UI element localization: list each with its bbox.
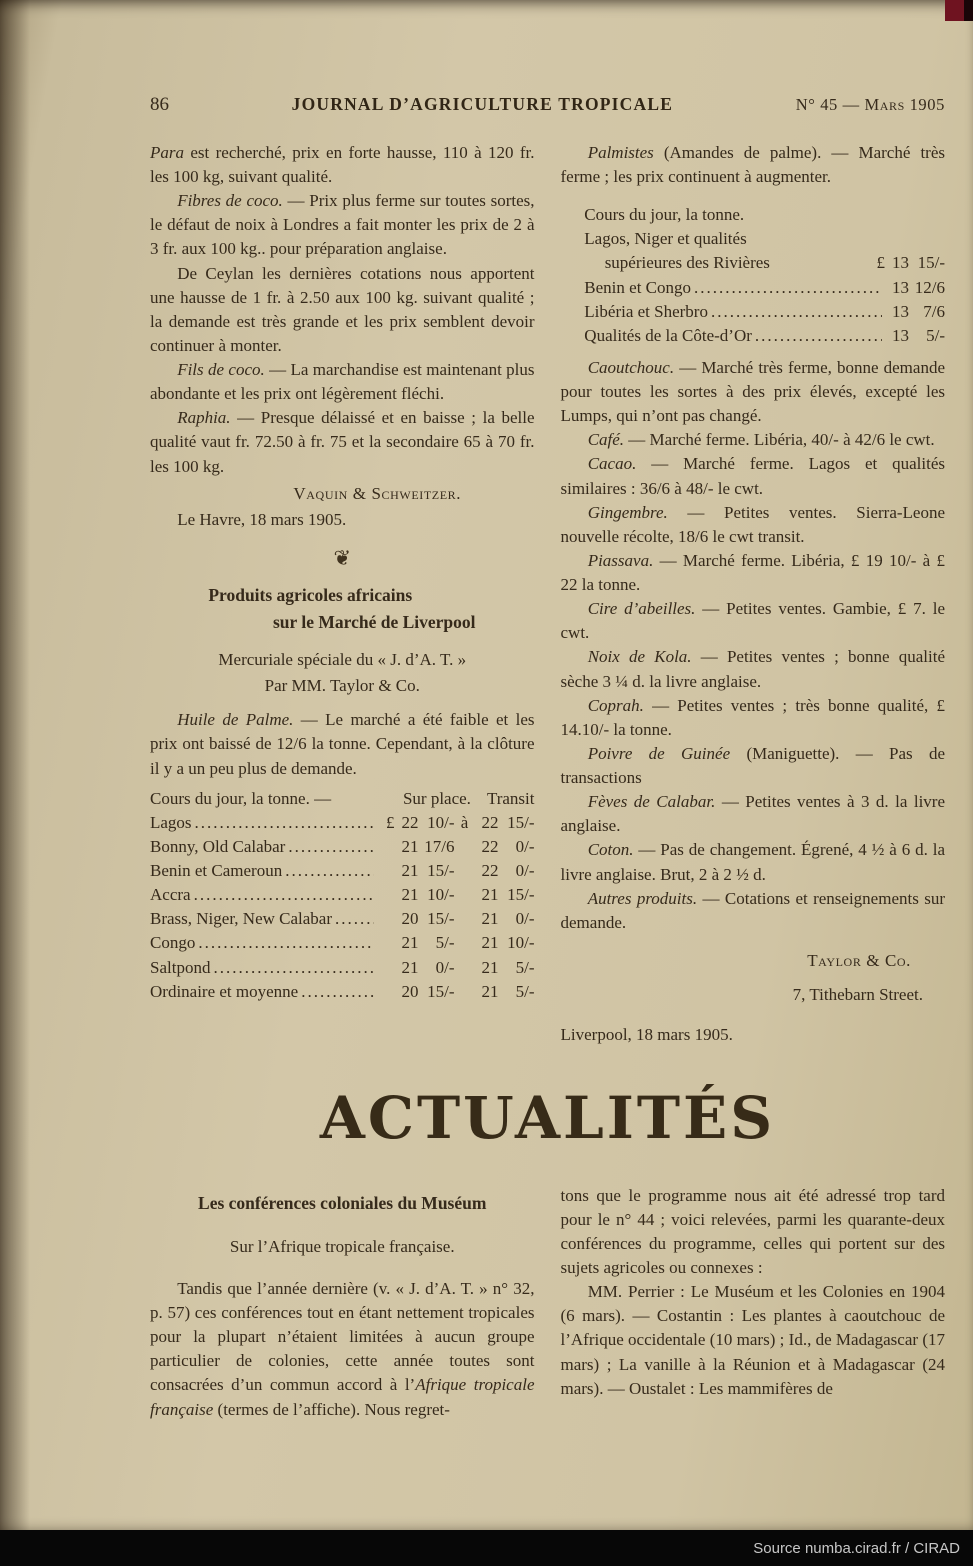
product-term: Piassava. xyxy=(587,550,654,570)
heading-line-1: Produits agricoles africains xyxy=(208,584,413,605)
paragraph-gingembre xyxy=(561,501,946,549)
page-content xyxy=(150,92,945,1422)
paragraph-coprah xyxy=(561,694,946,742)
paragraph-noix-de-kola xyxy=(561,645,946,693)
paragraph-text: (Maniguette). — Pas de transactions xyxy=(560,743,946,788)
price-shillings: 15/- xyxy=(507,812,535,832)
row-label-line2: supérieures des Rivières xyxy=(604,253,770,273)
price-shillings: 5/- xyxy=(926,325,945,345)
column-left-top xyxy=(150,141,535,1004)
paragraph-cire-abeilles xyxy=(561,597,946,645)
product-term: Gingembre. xyxy=(587,502,668,522)
price-shillings: 5/- xyxy=(515,981,535,1001)
row-label: Benin et Cameroun xyxy=(150,861,283,881)
corner-binding-mark xyxy=(945,0,973,21)
dot-leader xyxy=(213,956,373,980)
dot-leader xyxy=(198,931,373,955)
row-label-line1: Lagos, Niger et qualités xyxy=(584,229,747,249)
price-shillings: 0/- xyxy=(515,836,535,856)
paragraph-autres-produits xyxy=(561,887,946,935)
product-term: Poivre de Guinée xyxy=(587,743,731,763)
price-shillings: 15/- xyxy=(427,909,455,929)
product-term: Raphia. xyxy=(177,408,231,428)
mercuriale-author: Par MM. Taylor & Co. xyxy=(264,676,420,696)
price-shillings: 0/- xyxy=(515,909,535,929)
price-pounds: 20 xyxy=(401,909,419,929)
paragraph-raphia xyxy=(150,406,535,478)
paragraph-text: (termes de l’affiche). Nous regret- xyxy=(217,1399,450,1419)
price-shillings: 7/6 xyxy=(923,301,945,321)
price-shillings: 12/6 xyxy=(914,277,945,297)
price-pounds: 21 xyxy=(481,885,499,905)
row-label: Congo xyxy=(150,933,196,953)
product-term: Para xyxy=(150,142,184,162)
paragraph-text: (Amandes de palme). — Marché très ferme ; les prix continuent à augmenter. xyxy=(560,142,945,187)
price-pounds: 21 xyxy=(401,861,419,881)
heading-line-2: sur le Marché de Liverpool xyxy=(272,611,476,632)
article-paragraph-1 xyxy=(150,1277,535,1422)
journal-title: JOURNAL D’AGRICULTURE TROPICALE xyxy=(291,94,674,114)
price-pounds: 21 xyxy=(401,933,419,953)
price-shillings: 15/- xyxy=(427,981,455,1001)
paragraph-text: — Petites ventes ; très bonne qualité, £ 14.10/- la tonne. xyxy=(560,695,945,739)
page-header xyxy=(150,92,945,119)
section-heading-liverpool xyxy=(150,582,535,636)
page-number: 86 xyxy=(150,94,169,115)
paragraph-cacao xyxy=(561,452,946,500)
dot-leader xyxy=(285,859,373,883)
currency: £ xyxy=(876,253,885,273)
product-term: Caoutchouc. xyxy=(587,357,675,377)
article-paragraph-2: tons que le programme nous ait été adressé trop tard pour le n° 44 ; voici relevées, parmi les quarante-deux conférences du programme, celles qui portent sur des sujets agricoles ou connexes : xyxy=(560,1185,945,1278)
paragraph-ceylan: De Ceylan les dernières cotations nous apportent une hausse de 1 fr. à 2.50 aux 100 kg. suivant qualité ; la demande est très grande et les prix semblent devoir continuer à monter. xyxy=(150,263,535,355)
price-pounds: 21 xyxy=(481,933,499,953)
paragraph-coton xyxy=(561,838,946,886)
price-row xyxy=(561,300,946,324)
top-columns xyxy=(150,141,945,1047)
paragraph-text: — Pas de changement. Égrené, 4 ½ à 6 d. la livre anglaise. Brut, 2 à 2 ½ d. xyxy=(560,840,945,884)
price-row xyxy=(150,811,535,835)
price-shillings: 10/- xyxy=(427,812,455,832)
paragraph-feves-de-calabar xyxy=(561,790,946,838)
product-term: Fèves de Calabar. xyxy=(587,792,716,812)
paragraph-text: Tandis que l’année dernière (v. « J. d’A. T. » n° 32, p. 57) ces conférences tout en étant nettement tropicales pour la plupart n’étaient limitées à aucun groupe particulier de colonies, cette année toutes sont consacrées d’un commun accord à l’ xyxy=(150,1278,535,1395)
palmistes-price-table xyxy=(561,203,946,348)
price-shillings: 0/- xyxy=(515,861,535,881)
paragraph-poivre-de-guinee xyxy=(561,742,946,790)
price-row xyxy=(150,980,535,1004)
price-row xyxy=(150,931,535,955)
address-tithebarn: 7, Tithebarn Street. xyxy=(792,985,923,1005)
paragraph-text: est recherché, prix en forte hausse, 110 à 120 fr. les 100 kg, suivant qualité. xyxy=(150,142,535,187)
price-pounds: 13 xyxy=(892,325,909,345)
paragraph-piassava xyxy=(561,549,946,597)
paragraph-text: — Le marché a été faible et les prix ont baissé de 12/6 la tonne. Cependant, à la clôture il y a un peu plus de demande. xyxy=(150,710,535,778)
product-term: Autres produits. xyxy=(587,888,698,908)
column-left-bottom xyxy=(150,1184,535,1422)
price-shillings: 15/- xyxy=(917,253,945,273)
row-label: Qualités de la Côte-d’Or xyxy=(584,325,752,345)
issue-info: N° 45 — Mars 1905 xyxy=(795,95,945,114)
dot-leader xyxy=(755,324,882,348)
paragraph-text: — Cotations et renseignements sur demande. xyxy=(560,888,945,932)
paragraph-text: — Petites ventes. Gambie, £ 7. le cwt. xyxy=(560,599,945,643)
article-heading: Les conférences coloniales du Muséum xyxy=(198,1192,487,1213)
product-term: Palmistes xyxy=(587,142,654,162)
column-right-bottom xyxy=(561,1184,946,1401)
product-term: Coprah. xyxy=(587,695,644,715)
paragraph-text: — Petites ventes. Sierra-Leone nouvelle récolte, 18/6 le cwt transit. xyxy=(560,502,945,546)
price-pounds: 13 xyxy=(892,301,909,321)
table-caption: Cours du jour, la tonne. — xyxy=(150,788,332,808)
dot-leader xyxy=(288,835,373,859)
bottom-columns xyxy=(150,1184,945,1422)
column-header-sur-place: Sur place. xyxy=(402,788,471,808)
product-term: Coton. xyxy=(587,840,634,860)
paragraph-text: — Marché très ferme, bonne demande pour toutes les sortes à des prix élevés, excepté les Lumps, qui n’ont pas changé. xyxy=(560,357,945,426)
paragraph-text: — Marché ferme. Libéria, £ 19 10/- à £ 22 la tonne. xyxy=(560,550,946,595)
paragraph-text: — Petites ventes à 3 d. la livre anglaise. xyxy=(560,792,946,836)
price-pounds: 21 xyxy=(481,909,499,929)
product-term: Cacao. xyxy=(587,454,637,474)
price-pounds: 22 xyxy=(481,812,499,832)
dateline-le-havre: Le Havre, 18 mars 1905. xyxy=(177,509,347,529)
product-term: Cire d’abeilles. xyxy=(587,599,696,619)
price-shillings: 0/- xyxy=(435,957,455,977)
price-pounds: 22 xyxy=(401,812,419,832)
price-row xyxy=(150,956,535,980)
range-separator: à xyxy=(460,812,469,832)
paragraph-text: — Petites ventes ; bonne qualité sèche 3 ¼ d. la livre anglaise. xyxy=(560,647,946,691)
actualites-title: ACTUALITÉS xyxy=(319,1084,776,1153)
paragraph-cafe xyxy=(561,428,946,452)
product-term: Fibres de coco. xyxy=(177,191,283,211)
row-label: Lagos xyxy=(150,812,192,832)
paragraph-text: — Marché ferme. Libéria, 40/- à 42/6 le cwt. xyxy=(628,430,935,450)
paragraph-caoutchouc xyxy=(561,356,946,428)
table-header xyxy=(150,787,535,811)
price-pounds: 21 xyxy=(481,957,499,977)
dot-leader xyxy=(301,980,373,1004)
paragraph-palmistes xyxy=(561,141,946,189)
row-label: Brass, Niger, New Calabar xyxy=(150,909,333,929)
palm-oil-price-table xyxy=(150,787,535,1004)
currency: £ xyxy=(386,812,395,832)
price-shillings: 5/- xyxy=(435,933,455,953)
price-row xyxy=(561,276,946,300)
row-label: Bonny, Old Calabar xyxy=(150,836,286,856)
row-label: Libéria et Sherbro xyxy=(584,301,708,321)
fleuron-ornament: ❦ xyxy=(333,545,352,570)
paragraph-fibres-de-coco xyxy=(150,189,535,261)
price-pounds: 21 xyxy=(401,885,419,905)
dot-leader xyxy=(195,811,374,835)
product-term: Fils de coco. xyxy=(177,360,265,380)
table-caption: Cours du jour, la tonne. xyxy=(584,205,745,225)
price-shillings: 10/- xyxy=(507,933,535,953)
dot-leader xyxy=(194,883,374,907)
price-row xyxy=(150,835,535,859)
paragraph-para-rubber xyxy=(150,141,535,189)
dateline-liverpool: Liverpool, 18 mars 1905. xyxy=(560,1025,733,1045)
paragraph-huile-de-palme xyxy=(150,708,535,780)
paragraph-text: — Presque délaissé et en baisse ; la belle qualité vaut fr. 72.50 à fr. 75 et la secondaire 65 à 70 fr. les 100 kg. xyxy=(150,408,535,476)
mercuriale-subtitle: Mercuriale spéciale du « J. d’A. T. » xyxy=(218,650,467,670)
price-shillings: 15/- xyxy=(427,861,455,881)
signature-taylor-co: Taylor & Co. xyxy=(807,950,911,970)
row-label: Accra xyxy=(150,885,191,905)
column-right-top xyxy=(561,141,946,1047)
price-pounds: 13 xyxy=(892,277,909,297)
product-term: Café. xyxy=(587,430,625,450)
dot-leader xyxy=(335,907,373,931)
paragraph-text: — Prix plus ferme sur toutes sortes, le défaut de noix à Londres a fait monter les prix de 2 à 3 fr. aux 100 kg.. pour préparation anglaise. xyxy=(150,191,535,259)
product-term: Noix de Kola. xyxy=(587,647,692,667)
row-label: Saltpond xyxy=(150,957,211,977)
price-shillings: 10/- xyxy=(427,885,455,905)
price-pounds: 22 xyxy=(481,861,499,881)
italic-phrase: Afrique tropicale française xyxy=(150,1375,535,1419)
dot-leader xyxy=(711,300,882,324)
price-shillings: 15/- xyxy=(507,885,535,905)
article-paragraph-3: MM. Perrier : Le Muséum et les Colonies en 1904 (6 mars). — Costantin : Les plantes à caoutchouc de l’Afrique occidentale (10 mars) ; Id., de Madagascar (17 mars) ; La vanille à la Réunion et à Madagascar (24 mars). — Oustalet : Les mammifères de xyxy=(560,1282,945,1398)
price-row xyxy=(561,324,946,348)
price-pounds: 21 xyxy=(481,981,499,1001)
price-row xyxy=(561,251,946,275)
product-term: Huile de Palme. xyxy=(177,710,294,730)
paragraph-text: — La marchandise est maintenant plus abondante et les prix ont légèrement fléchi. xyxy=(150,360,535,404)
column-header-transit: Transit xyxy=(486,788,535,808)
price-pounds: 13 xyxy=(892,253,909,273)
price-row xyxy=(150,883,535,907)
dot-leader xyxy=(694,276,882,300)
price-pounds: 22 xyxy=(481,836,499,856)
price-shillings: 17/6 xyxy=(424,836,455,856)
article-subheading: Sur l’Afrique tropicale française. xyxy=(229,1236,455,1256)
paragraph-text: — Marché ferme. Lagos et qualités similaires : 36/6 à 48/- le cwt. xyxy=(560,454,946,498)
paragraph-fils-de-coco xyxy=(150,358,535,406)
signature-vaquin-schweitzer: Vaquin & Schweitzer. xyxy=(293,483,462,503)
price-row xyxy=(150,907,535,931)
row-label: Ordinaire et moyenne xyxy=(150,981,299,1001)
price-pounds: 21 xyxy=(401,957,419,977)
row-label: Benin et Congo xyxy=(584,277,692,297)
price-shillings: 5/- xyxy=(515,957,535,977)
source-attribution-bar xyxy=(0,1530,973,1566)
source-attribution-text: Source numba.cirad.fr / CIRAD xyxy=(753,1539,960,1557)
price-pounds: 21 xyxy=(401,836,419,856)
price-row xyxy=(150,859,535,883)
price-pounds: 20 xyxy=(401,981,419,1001)
